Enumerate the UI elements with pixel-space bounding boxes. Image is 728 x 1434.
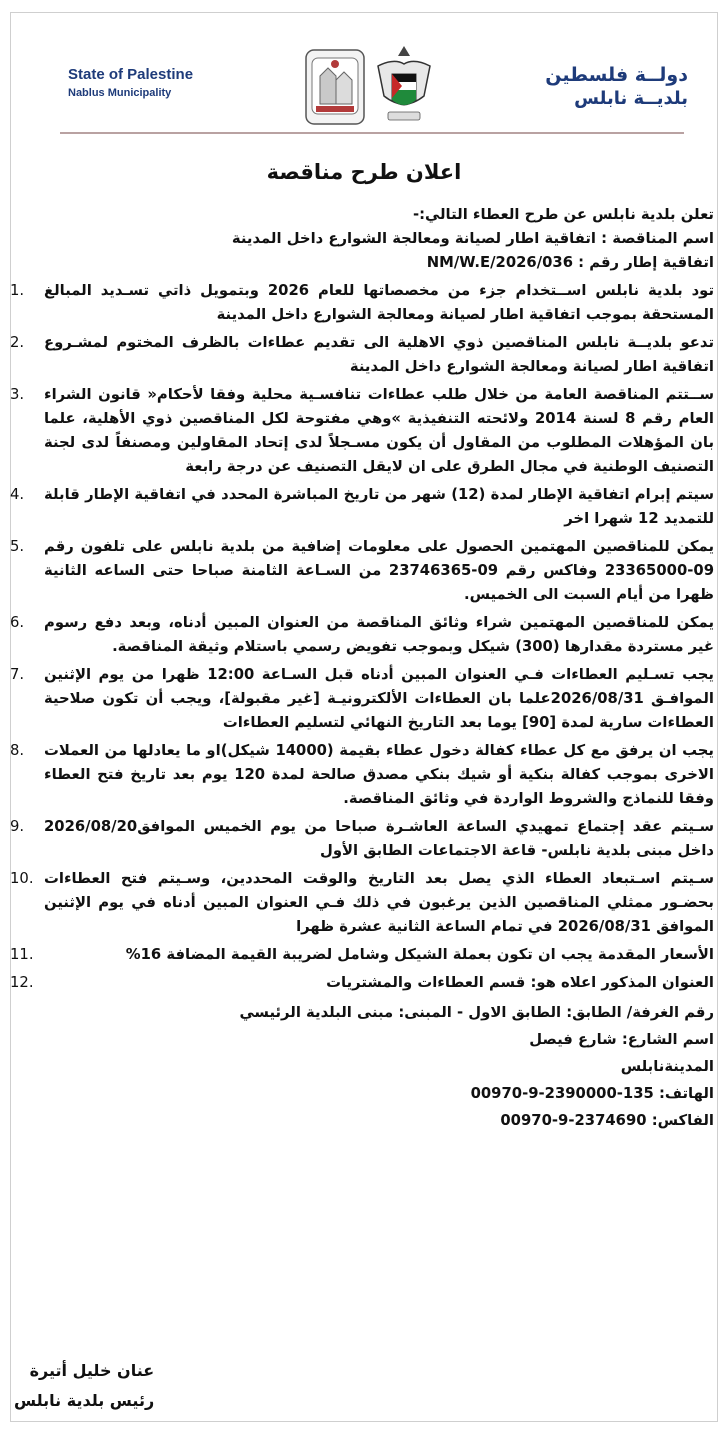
item-text: يمكن للمناقصين المهتمين الحصول على معلومات إضافية من بلدية نابلس على تلفون رقم 09-23365000 وفاكس رقم 09-23746365 من السـاعة الثامنة صباحا حتى الساعه الثانية ظهرا من أيام السبت الى الخميس.: [44, 538, 714, 603]
item-text: يمكن للمناقصين المهتمين شراء وثائق المناقصة من العنوان المبين أدناه، وبعد دفع رسوم غير مستردة مقدارها (300) شيكل وبموجب تفويض رسمي باستلام وثيقة المناقصة.: [44, 614, 714, 655]
item-number: 12.: [10, 974, 34, 991]
palestine-eagle-icon: [378, 46, 430, 120]
arabic-name: [545, 64, 688, 109]
intro-line: تعلن بلدية نابلس عن طرح العطاء التالي:-: [412, 206, 714, 223]
municipality-logo-icon: [302, 40, 442, 132]
item-text: سـيتم عقد إجتماع تمهيدي الساعة العاشـرة صباحا من يوم الخميس الموافق2026/08/20 داخل مبنى بلدية نابلس- قاعة الاجتماعات الطابق الأول: [44, 818, 714, 859]
item-text: يجب ان يرفق مع كل عطاء كفالة دخول عطاء بقيمة (14000 شيكل)او ما يعادلها من العملات الاخرى بموجب كفالة بنكية أو شيك بنكي مصدق صالحة لمدة 120 يوم بعد تاريخ فتح العطاء وفقا للنماذج والشروط الواردة في وثائق المناقصة.: [44, 742, 714, 807]
letterhead: [40, 40, 688, 140]
item-text: العنوان المذكور اعلاه هو: قسم العطاءات والمشتريات: [326, 974, 714, 991]
arabic-municipality-name: بلديــة نابلس: [574, 88, 688, 109]
item-number: 3.: [10, 386, 25, 403]
logos: [302, 40, 442, 132]
item-text: يجب تسـليم العطاءات فـي العنوان المبين أدناه قبل السـاعة 12:00 ظهرا من يوم الإثنين الموافـق 2026/08/31علما بان العطاءات الألكترونيـة [غير مقبولة]، ويجب أن تكون صلاحية العطاءات سارية لمدة [90] يوما بعد التاريخ النهائي لتسليم العطاءات: [44, 666, 714, 731]
arabic-state-name: دولــة فلسطين: [545, 64, 688, 86]
list-item: [8, 867, 714, 939]
item-text: تدعو بلديــة نابلس المناقصين ذوي الاهلية الى تقديم عطاءات بالظرف المختوم لمشـروع اتفاقية اطار لصيانة ومعالجة الشوارع داخل المدينة: [44, 334, 714, 375]
address-room: رقم الغرفة/ الطابق: الطابق الاول - المبنى: مبنى البلدية الرئيسي: [239, 1004, 714, 1021]
list-item: [8, 663, 714, 735]
item-number: 9.: [10, 818, 25, 835]
list-item: [8, 943, 714, 967]
item-number: 7.: [10, 666, 25, 683]
tender-name: اسم المناقصة : اتفاقية اطار لصيانة ومعالجة الشوارع داخل المدينة: [231, 230, 714, 247]
address-block: [8, 999, 714, 1134]
english-state-name: State of Palestine: [68, 66, 194, 83]
nablus-emblem-icon: [306, 50, 364, 124]
signature-block: [14, 1356, 154, 1416]
item-number: 2.: [10, 334, 25, 351]
address-fax: الفاكس: 2374690-9-00970: [500, 1112, 714, 1129]
item-number: 10.: [10, 870, 34, 887]
item-number: 8.: [10, 742, 25, 759]
item-text: تود بلدية نابلس اســتخدام جزء من مخصصاتها للعام 2026 وبتمويل ذاتي تسـديد المبالغ المستحقة بموجب اتفاقية اطار لصيانة ومعالجة الشوارع داخل المدينة: [44, 282, 714, 323]
list-item: [8, 611, 714, 659]
announcement-body: [8, 203, 714, 1134]
item-text: الأسعار المقدمة يجب ان تكون بعملة الشيكل وشامل لضريبة القيمة المضافة 16%: [125, 946, 714, 963]
item-number: 6.: [10, 614, 25, 631]
list-item: [8, 483, 714, 531]
item-text: سيتم إبرام اتفاقية الإطار لمدة (12) شهر من تاريخ المباشرة المحدد في اتفاقية الإطار قابلة للتمديد 12 شهرا اخر: [44, 486, 715, 527]
address-street: اسم الشارع: شارع فيصل: [529, 1031, 714, 1048]
item-number: 4.: [10, 486, 25, 503]
item-text: سـيتم اسـتبعاد العطاء الذي يصل بعد التاريخ والوقت المحددين، وسـيتم فتح العطاءات بحضـور ممثلي المناقصين الذين يرغبون في ذلك فـي العنوان المبين أدناه في يوم الإثنين الموافق 2026/08/31 في تمام الساعة الثانية عشرة ظهرا: [44, 870, 714, 935]
english-name: [68, 66, 193, 99]
list-item: [8, 331, 714, 379]
page-title: اعلان طرح مناقصة: [266, 160, 462, 184]
english-municipality-name: Nablus Municipality: [68, 87, 172, 99]
signatory-position: رئيس بلدية نابلس: [14, 1391, 155, 1410]
list-item: [8, 815, 714, 863]
address-city: المدينةنابلس: [620, 1058, 714, 1075]
address-phone: الهاتف: 135-2390000-9-00970: [470, 1085, 714, 1102]
list-item: [8, 971, 714, 995]
item-number: 11.: [10, 946, 34, 963]
list-item: [8, 739, 714, 811]
conditions-list: [8, 279, 714, 995]
list-item: [8, 535, 714, 607]
list-item: [8, 383, 714, 479]
list-item: [8, 279, 714, 327]
item-number: 5.: [10, 538, 25, 555]
item-text: ســتتم المناقصة العامة من خلال طلب عطاءات تنافسـية محلية وفقا لأحكام« قانون الشراء العام رقم 8 لسنة 2014 ولائحته التنفيذية »وهي مفتوحة لكل المناقصين ذوي الأهلية، علما بان المؤهلات المطلوب من المقاول أن يكون مسـجلاً لدى إتحاد المقاولين ومصنفاً لدى لجنة التصنيف الوطنية في مجال الطرق على ان لايقل التصنيف عن درجة رابعة: [44, 386, 714, 475]
item-number: 1.: [10, 282, 25, 299]
intro: [8, 203, 714, 275]
signatory-name: عنان خليل أتيرة: [29, 1361, 155, 1380]
header-divider: [60, 132, 684, 134]
agreement-number: اتفاقية إطار رقم : NM/W.E/2026/036: [426, 254, 714, 271]
